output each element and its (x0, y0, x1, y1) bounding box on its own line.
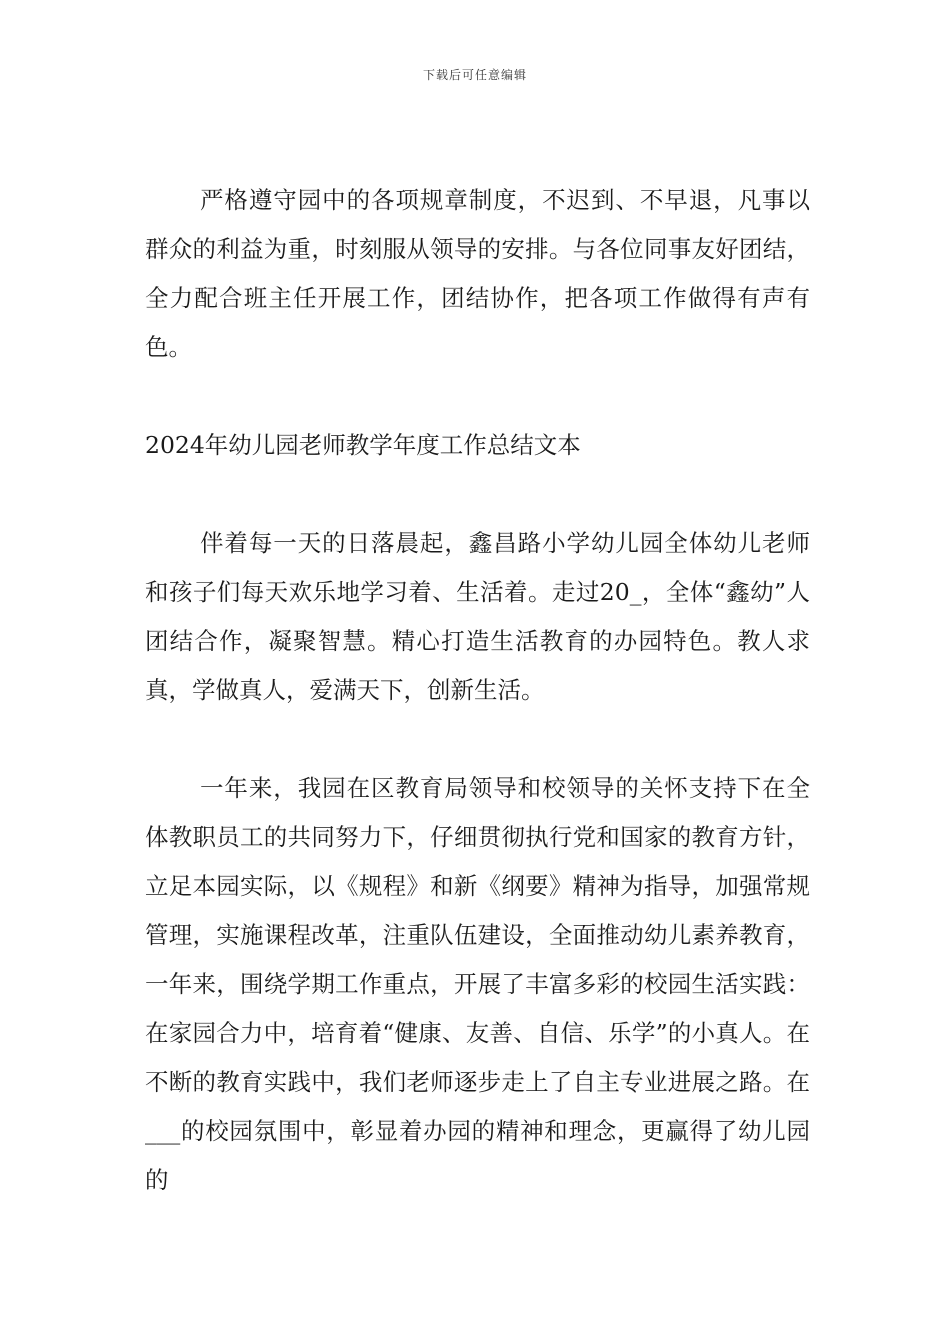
paragraph-rules: 严格遵守园中的各项规章制度，不迟到、不早退，凡事以群众的利益为重，时刻服从领导的安排。与各位同事友好团结，全力配合班主任开展工作，团结协作，把各项工作做得有声有色。 (145, 186, 810, 361)
paragraph-intro: 伴着每一天的日落晨起，鑫昌路小学幼儿园全体幼儿老师和孩子们每天欢乐地学习着、生活着。走过20_，全体“鑫幼”人团结合作，凝聚智慧。精心打造生活教育的办园特色。教人求真，学做真人，爱满天下，创新生活。 (145, 529, 810, 704)
paragraph-summary: 一年来，我园在区教育局领导和校领导的关怀支持下在全体教职员工的共同努力下，仔细贯彻执行党和国家的教育方针，立足本园实际，以《规程》和新《纲要》精神为指导，加强常规管理，实施课程改革，注重队伍建设，全面推动幼儿素养教育，一年来，围绕学期工作重点，开展了丰富多彩的校园生活实践：在家园合力中，培育着“健康、友善、自信、乐学”的小真人。在不断的教育实践中，我们老师逐步走上了自主专业进展之路。在___的校园氛围中，彰显着办园的精神和理念，更赢得了幼儿园的 (145, 774, 810, 1194)
paragraph-spacer (145, 715, 810, 764)
paragraph-spacer (145, 470, 810, 519)
document-title: 2024年幼儿园老师教学年度工作总结文本 (145, 431, 581, 459)
document-body (145, 176, 810, 1205)
page-header-note: 下载后可任意编辑 (422, 68, 527, 82)
paragraph-spacer (145, 372, 810, 421)
